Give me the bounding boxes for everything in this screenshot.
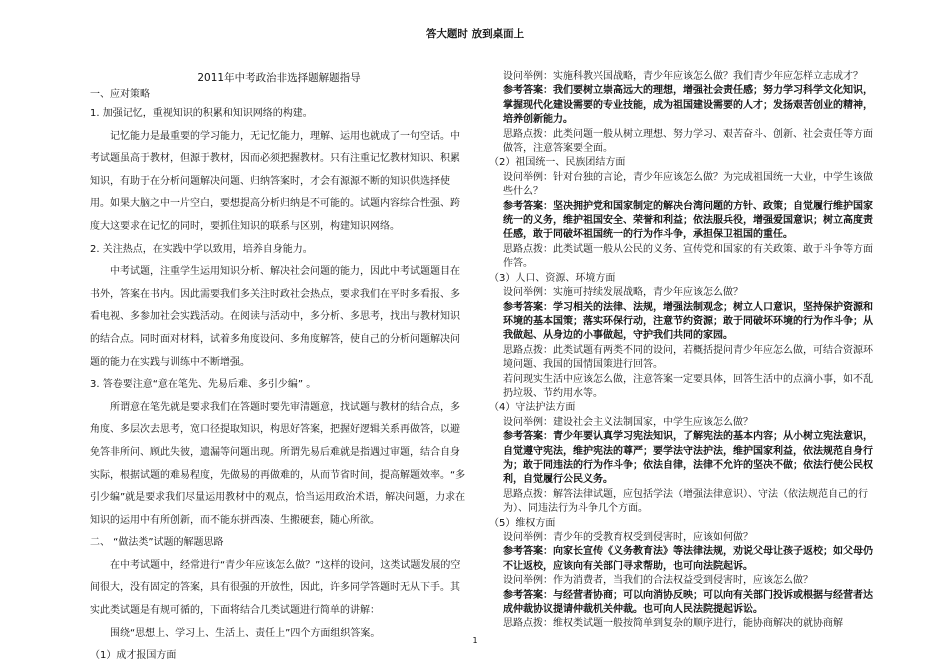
section-2-heading: 二、 “做法类”试题的解题思路 [90,537,224,549]
section-1-heading: 一、应对策略 [90,89,150,100]
paragraph: 参考答案：青少年要认真学习宪法知识，了解宪法的基本内容；从小树立宪法意识，自觉遵守宪法，维护宪法的尊严；要学法守法护法，维护国家利益，依法规范自身行为；敢于同违法的行为作斗争；依法自律，法律不允许的坚决不做；依法行使公民权利，自觉履行公民义务。 [503,431,873,486]
paragraph: 设问举例：建设社会主义法制国家，中学生应该怎么做？ [503,416,753,428]
page-number: 1 [472,636,478,645]
paragraph: 参考答案：与经营者协商；可以向消协反映；可以向有关部门投诉或根据与经营者达成仲裁协议提请仲裁机关仲裁。也可向人民法院提起诉讼。 [503,589,873,616]
item-1-body: 记忆能力是最重要的学习能力，无记忆能力，理解、运用也就成了一句空话。中考试题虽高于教材，但源于教材，因而必须把握教材。只有注重记忆教材知识、积累知识，有助于在分析问题解决问题、归纳答案时，才会有源源不断的知识供选择使用。如果大脑之中一片空白，要想提高分析归纳是不可能的。试题内容综合性强、跨度大这要求在记忆的同时，要抓住知识的联系与区别，构建知识网络。 [90,130,460,232]
subsection-1-heading: （1）成才报国方面 [90,650,177,662]
item-2-body: 中考试题，注重学生运用知识分析、解决社会问题的能力，因此中考试题题目在书外，答案在书内。因此需要我们多关注时政社会热点，要求我们在平时多看报、多看电视、多参加社会实践活动。在阅读与活动中，多分析、多思考，找出与教材知识的结合点。同时面对材料，试着多角度设问、多角度解答，使自己的分析问题解决问题的能力在实践与训练中不断增强。 [90,266,460,368]
left-column [90,70,468,668]
section-2-body-1: 在中考试题中，经常进行“青少年应该怎么做？”这样的设问，这类试题发展的空间很大，没有固定的答案，具有很强的开放性，因此，许多同学答题时无从下手。其实此类试题是有规可循的，下面将结合几类试题进行简单的讲解： [90,559,461,617]
item-3-body: 所谓意在笔先就是要求我们在答题时要先审清题意，找试题与教材的结合点，多角度、多层次去思考，宽口径提取知识，构思好答案，把握好逻辑关系再做答，以避免答非所问、顾此失彼，遗漏等问题出现。所谓先易后难就是指遇过审题，结合自身实际，根据试题的难易程度，先做易的再做难的，从而节省时间，提高解题效率。“多引少编”就是要求我们尽量运用教材中的观点，恰当运用政治术语，解决问题，力求在知识的运用中有所创新，而不能东拼西凑、生搬硬套，随心所欲。 [90,401,466,526]
paragraph: 参考答案：我们要树立崇高远大的理想，增强社会责任感；努力学习科学文化知识，掌握现代化建设需要的专业技能，成为祖国建设需要的人才；发扬艰苦创业的精神，培养创新能力。 [503,85,873,126]
paragraph: 思路点拨：维权类试题一般按简单到复杂的顺序进行，能协商解决的就协商解 [503,618,843,630]
paragraph: 设问举例：实施科教兴国战略，青少年应该怎么做？我们青少年应怎样立志成才？ [503,71,863,82]
document-title: 2011年中考政治非选择题解题指导 [197,72,361,84]
paragraph: 参考答案：坚决拥护党和国家制定的解决台湾问题的方针、政策；自觉履行维护国家统一的义务，维护祖国安全、荣誉和利益；依法服兵役，增强爱国意识；树立高度责任感，敢于同破坏祖国统一的行为作斗争，承担保卫祖国的重任。 [503,200,873,241]
paragraph: 设问举例：实施可持续发展战略，青少年应该怎么做？ [503,287,743,299]
paragraph: 参考答案：学习相关的法律、法规，增强法制观念；树立人口意识，坚持保护资源和环境的基本国策；落实环保行动，注意节约资源；敢于同破坏环境的行为作斗争；从我做起、从身边的小事做起，守护我们共同的家园。 [503,301,873,342]
paragraph: 思路点拨：解答法律试题，应包括学法（增强法律意识）、守法（依法规范自己的行为）、同违法行为斗争几个方面。 [503,488,868,515]
section-2-body-2: 围绕“思想上、学习上、生活上、责任上”四个方面组织答案。 [110,627,381,639]
paragraph: 思路点拨：此类试题有两类不同的设问，若概括提问青少年应怎么做，可结合资源环境问题、我国的国情国策进行回答。 [503,344,873,371]
item-2-title: 2. 关注热点，在实践中学以致用，培养自身能力。 [90,243,313,255]
page-header: 答大题时 放到桌面上 [425,28,525,40]
paragraph: 若问现实生活中应该怎么做，注意答案一定要具体，回答生活中的点滴小事，如不乱扔垃圾、节约用水等。 [503,373,873,399]
right-column [489,70,874,632]
subsection-heading: （5）维权方面 [489,517,556,529]
paragraph: 设问举例：青少年的受教育权受到侵害时，应该如何做？ [503,532,753,543]
paragraph: 思路点拨：此类试题一般从公民的义务、宣传党和国家的有关政策、敢于斗争等方面作答。 [503,243,873,270]
paragraph: 思路点拨：此类问题一般从树立理想、努力学习、艰苦奋斗、创新、社会责任等方面做答，注意答案要全面。 [503,128,873,155]
item-1-title: 1. 加强记忆，重视知识的积累和知识网络的构建。 [90,108,313,119]
paragraph: 参考答案：向家长宣传《义务教育法》等法律法规，劝说父母让孩子返校；如父母仍不让返校，应该向有关部门寻求帮助，也可向法院起诉。 [503,546,873,572]
paragraph: 设问举例：针对台独的言论，青少年应该怎么做？为完成祖国统一大业，中学生该做些什么？ [503,171,873,198]
subsection-heading: （3）人口、资源、环境方面 [489,272,616,284]
subsection-heading: （2）祖国统一、民族团结方面 [489,157,626,169]
item-3-title: 3. 答卷要注意“意在笔先、先易后难、多引少编” 。 [90,379,317,391]
paragraph: 设问举例：作为消费者，当我们的合法权益受到侵害时，应该怎么做？ [503,575,813,587]
subsection-heading: （4）守法护法方面 [489,402,576,414]
